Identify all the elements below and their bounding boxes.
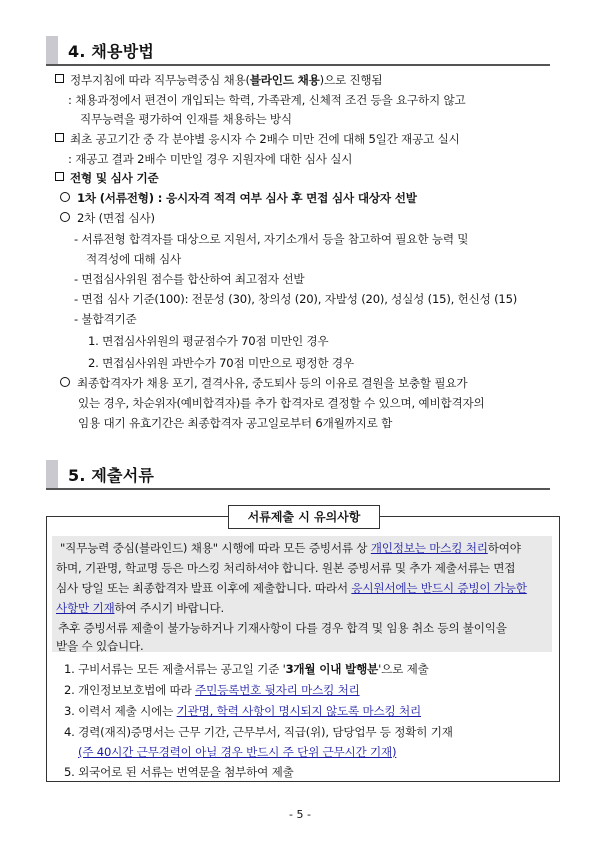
text: 최초 공고기간 중 각 분야별 응시자 수 2배수 미만 건에 대해 5일간 재공고 실시 xyxy=(70,132,460,146)
underlined-text: 개인정보는 마스킹 처리 xyxy=(370,541,488,555)
text: 최종합격자가 채용 포기, 결격사유, 중도퇴사 등의 이유로 결원을 보충할 필요가 xyxy=(77,376,468,390)
section-4-title: 4. 채용방법 xyxy=(68,42,155,61)
underlined-text: 응시원서에는 반드시 증빙이 가능한 xyxy=(351,581,527,595)
text: 2. 개인정보보호법에 따라 xyxy=(64,683,196,697)
numbered-line: 2. 면접심사위원 과반수가 70점 미만으로 평정한 경우 xyxy=(88,356,354,370)
section-bar xyxy=(46,460,58,488)
sub-line: 직무능력을 평가하여 인재를 채용하는 방식 xyxy=(80,112,292,126)
dash-line: - 면접심사위원 점수를 합산하여 최고점자 선발 xyxy=(74,272,305,286)
section-rule xyxy=(46,64,550,66)
text: 하여 주시기 바랍니다. xyxy=(114,601,224,615)
notice-line: 추후 증빙서류 제출이 불가능하거나 기재사항이 다를 경우 합격 및 임용 취소 등의 불이익을 xyxy=(58,621,507,635)
page-number: - 5 - xyxy=(289,808,311,821)
section-5-title: 5. 제출서류 xyxy=(68,466,155,485)
list-item-4-note xyxy=(78,744,396,760)
square-bullet-icon xyxy=(55,74,64,83)
underlined-text: 주민등록번호 뒷자리 마스킹 처리 xyxy=(195,683,360,697)
circle-bullet-icon xyxy=(60,212,70,222)
underlined-text: 기관명, 학력 사항이 명시되지 않도록 마스킹 처리 xyxy=(176,704,421,718)
dash-line: - 불합격기준 xyxy=(74,312,137,326)
circle-bullet-icon xyxy=(60,377,70,387)
dash-line: - 면접 심사 기준(100): 전문성 (30), 창의성 (20), 자발성 (20), 성실성 (15), 헌신성 (15) xyxy=(74,292,518,306)
dash-line: - 서류전형 합격자를 대상으로 지원서, 자기소개서 등을 참고하여 필요한 능력 및 xyxy=(74,232,469,246)
underlined-text: (주 40시간 근무경력이 아닐 경우 반드시 주 단위 근무시간 기재) xyxy=(78,745,397,759)
bold-text: 블라인드 채용 xyxy=(249,73,320,87)
circle-item-2nd xyxy=(60,210,155,226)
bullet-criteria xyxy=(55,170,159,186)
list-item-2 xyxy=(64,682,360,698)
square-bullet-icon xyxy=(55,133,64,142)
text: 1차 (서류전형) : 응시자격 적격 여부 심사 후 면접 심사 대상자 선발 xyxy=(77,191,417,205)
dash-line: 적격성에 대해 심사 xyxy=(86,252,181,266)
list-item-5: 5. 외국어로 된 서류는 번역문을 첨부하여 제출 xyxy=(64,765,294,779)
text: 3. 이력서 제출 시에는 xyxy=(64,704,177,718)
notice-line xyxy=(56,600,224,616)
list-item-4: 4. 경력(재직)증명서는 근무 기간, 근무부서, 직급(위), 담당업무 등 정확히 기재 xyxy=(64,725,453,739)
sub-line: : 재공고 결과 2배수 미만일 경우 지원자에 대한 심사 실시 xyxy=(68,152,353,166)
underlined-text: 사항만 기재 xyxy=(56,601,115,615)
text: 1. 구비서류는 모든 제출서류는 공고일 기준 ' xyxy=(64,662,286,676)
section-5-header xyxy=(46,460,550,488)
sub-line: 있는 경우, 차순위자(예비합격자)를 추가 합격자로 결정할 수 있으며, 예비합격자의 xyxy=(78,396,485,410)
text: 심사 당일 또는 최종합격자 발표 이후에 제출합니다. 따라서 xyxy=(56,581,352,595)
notice-line xyxy=(56,580,527,596)
text: 정부지침에 따라 직무능력중심 채용( xyxy=(70,73,250,87)
notice-line: 받을 수 있습니다. xyxy=(56,639,144,653)
notice-line xyxy=(60,540,521,556)
text: '으로 제출 xyxy=(378,662,429,676)
sub-line: 임용 대기 유효기간은 최종합격자 공고일로부터 6개월까지로 함 xyxy=(78,416,393,430)
notice-box-title: 서류제출 시 유의사항 xyxy=(228,505,380,529)
text: 전형 및 심사 기준 xyxy=(70,171,159,185)
circle-bullet-icon xyxy=(60,192,70,202)
text: 2차 (면접 심사) xyxy=(77,211,155,225)
section-rule xyxy=(46,488,550,490)
section-bar xyxy=(46,36,58,64)
sub-line: : 채용과정에서 편견이 개입되는 학력, 가족관계, 신체적 조건 등을 요구하지 않고 xyxy=(68,93,466,107)
list-item-1 xyxy=(64,661,429,677)
text: )으로 진행됨 xyxy=(319,73,383,87)
text: "직무능력 중심(블라인드) 채용" 시행에 따라 모든 증빙서류 상 xyxy=(60,541,371,555)
square-bullet-icon xyxy=(55,172,64,181)
notice-line: 하며, 기관명, 학교명 등은 마스킹 처리하셔야 합니다. 원본 증빙서류 및 추가 제출서류는 면접 xyxy=(56,561,516,575)
section-4-header xyxy=(46,36,550,64)
bullet-blind-hiring xyxy=(55,72,382,88)
list-item-3 xyxy=(64,703,421,719)
numbered-line: 1. 면접심사위원의 평균점수가 70점 미만인 경우 xyxy=(88,334,329,348)
circle-item-final xyxy=(60,375,467,391)
circle-item-1st xyxy=(60,190,417,206)
text: 하여야 xyxy=(487,541,521,555)
bullet-reposting xyxy=(55,131,460,147)
bold-text: 3개월 이내 발행분 xyxy=(285,662,379,676)
